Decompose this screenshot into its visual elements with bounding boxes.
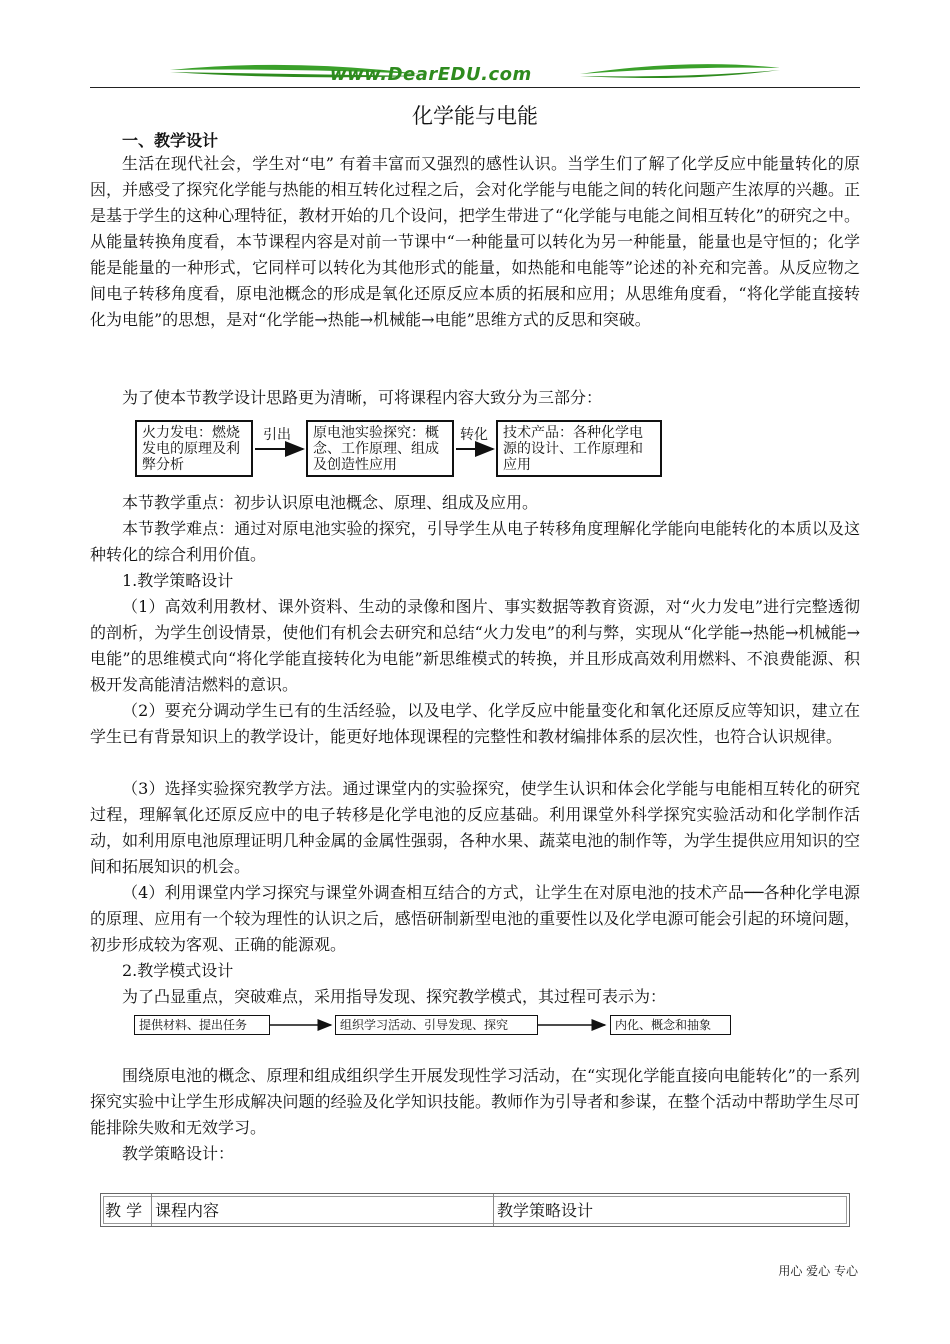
subheading-strategy: 1.教学策略设计 [122,571,234,590]
flow1-box-thermal-power: 火力发电：燃烧发电的原理及利弊分析 [135,420,253,477]
difficulty-point: 本节教学难点：通过对原电池实验的探究，引导学生从电子转移角度理解化学能向电能转化的本质以及这种转化的综合利用价值。 [90,519,860,564]
flow1-box-cell-experiment: 原电池实验探究：概念、工作原理、组成及创造性应用 [306,420,454,477]
table-header-col3: 教学策略设计 [497,1201,594,1220]
strategy-item-1: （1）高效利用教材、课外资料、生动的录像和图片、事实数据等教育资源，对“火力发电”进行完整透彻的剖析，为学生创设情景，使他们有机会去研究和总结“火力发电”的利与弊，实现从“化学能→热能→机械能→电能”的思维模式向“将化学能直接转化为电能”新思维模式的转换，并且形成高效利用燃料、不浪费能源、积极开发高能清洁燃料的意识。 [90,597,860,694]
table-divider-1 [151,1194,152,1226]
flow2-box-internalize: 内化、概念和抽象 [610,1015,731,1035]
structure-intro: 为了使本节教学设计思路更为清晰，可将课程内容大致分为三部分： [122,388,603,407]
flow1-label-convert: 转化 [460,427,488,443]
intro-paragraph: 生活在现代社会，学生对“电” 有着丰富而又强烈的感性认识。当学生们了解了化学反应中能量转化的原因，并感受了探究化学能与热能的相互转化过程之后，会对化学能与电能之间的转化问题产生浓厚的兴趣。正是基于学生的这种心理特征，教材开始的几个设问，把学生带进了“化学能与电能之间相互转化”的研究之中。从能量转换角度看，本节课程内容是对前一节课中“一种能量可以转化为另一种能量，能量也是守恒的；化学能是能量的一种形式，它同样可以转化为其他形式的能量，如热能和电能等”论述的补充和完善。从反应物之间电子转移角度看，原电池概念的形成是氧化还原反应本质的拓展和应用；从思维角度看，“将化学能直接转化为电能”的思想，是对“化学能→热能→机械能→电能”思维方式的反思和突破。 [90,154,860,329]
section-heading: 一、教学设计 [122,131,219,150]
flow2-box-provide-materials: 提供材料、提出任务 [134,1015,270,1035]
banner-site-name[interactable]: www.DearEDU.com [330,64,532,85]
activity-paragraph: 围绕原电池的概念、原理和组成组织学生开展发现性学习活动，在“实现化学能直接向电能转化”的一系列探究实验中让学生形成解决问题的经验及化学知识技能。教师作为引导者和参谋，在整个活动中帮助学生尽可能排除失败和无效学习。 [90,1066,860,1137]
strategy-item-4: （4）利用课堂内学习探究与课堂外调查相互结合的方式，让学生在对原电池的技术产品──各种化学电源的原理、应用有一个较为理性的认识之后，感悟研制新型电池的重要性以及化学电源可能会引起的环境问题，初步形成较为客观、正确的能源观。 [90,883,860,954]
flow2-box-organize-activities: 组织学习活动、引导发现、探究 [335,1015,538,1035]
flow1-label-lead: 引出 [263,427,291,443]
flow1-box-tech-products: 技术产品：各种化学电源的设计、工作原理和应用 [496,420,662,477]
strategy-item-3: （3）选择实验探究教学方法。通过课堂内的实验探究，使学生认识和体会化学能与电能相互转化的研究过程，理解氧化还原反应中的电子转移是化学电池的反应基础。利用课堂外科学探究实验活动和化学制作活动，如利用原电池原理证明几种金属的金属性强弱，各种水果、蔬菜电池的制作等，为学生提供应用知识的空间和拓展知识的机会。 [90,779,860,876]
table-divider-2 [493,1194,494,1226]
table-header-col1: 教 学 [105,1201,143,1220]
strategy-table-label: 教学策略设计： [122,1144,235,1163]
footer-motto: 用心 爱心 专心 [778,1264,858,1278]
strategy-item-2: （2）要充分调动学生已有的生活经验，以及电学、化学反应中能量变化和氧化还原反应等知识，建立在学生已有背景知识上的教学设计，能更好地体现课程的完整性和教材编排体系的层次性，也符合认识规律。 [90,701,860,746]
mode-intro: 为了凸显重点，突破难点，采用指导发现、探究教学模式，其过程可表示为： [122,987,667,1006]
table-header-col2: 课程内容 [155,1201,220,1220]
page-title: 化学能与电能 [412,104,538,128]
subheading-mode: 2.教学模式设计 [122,961,234,980]
strategy-table [100,1193,850,1227]
key-point: 本节教学重点：初步认识原电池概念、原理、组成及应用。 [122,493,539,512]
